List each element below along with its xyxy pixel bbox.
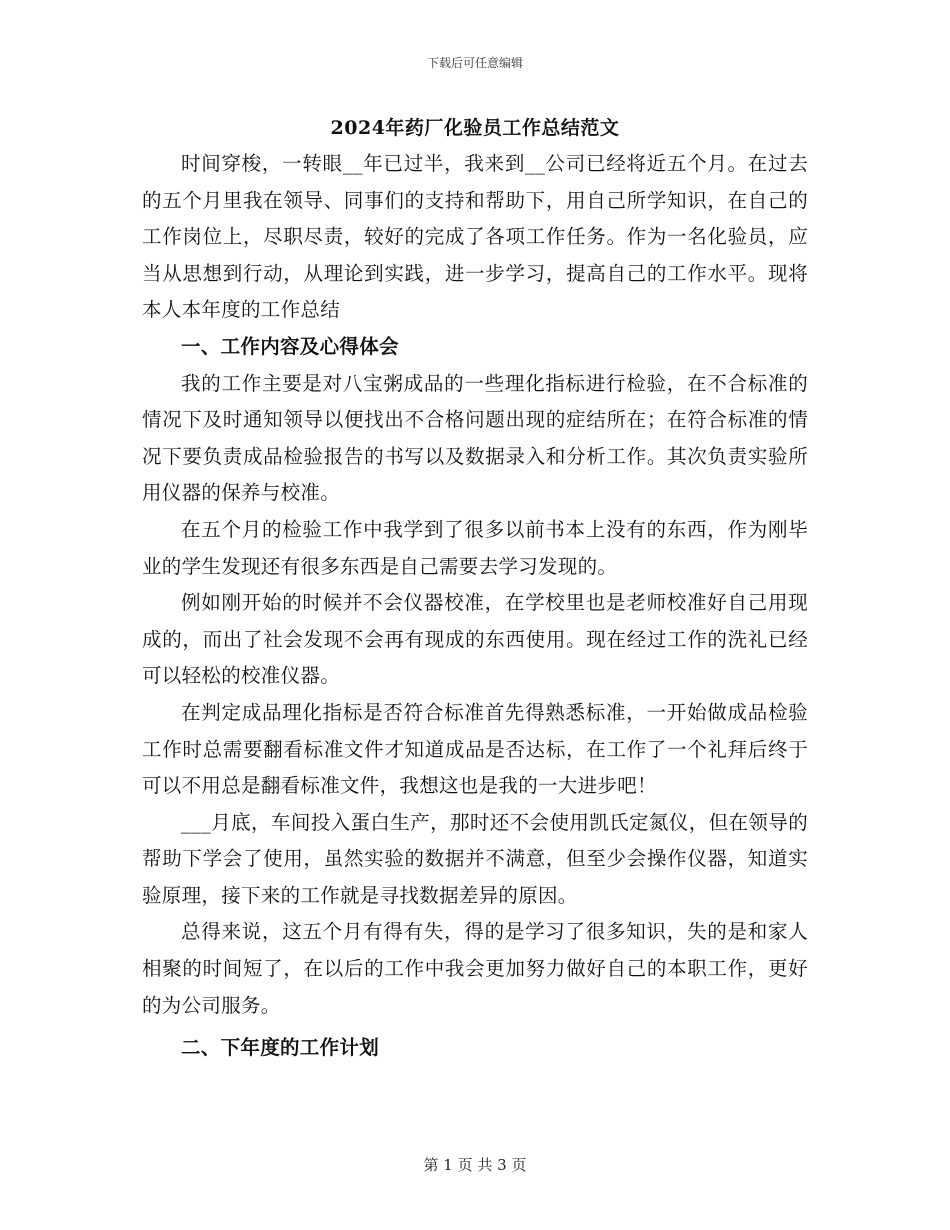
body-paragraph: 在判定成品理化指标是否符合标准首先得熟悉标准，一开始做成品检验工作时总需要翻看标准文件才知道成品是否达标，在工作了一个礼拜后终于可以不用总是翻看标准文件，我想这也是我的一大进步吧！ [142, 700, 808, 798]
section-heading-1: 一、工作内容及心得体会 [181, 334, 399, 358]
document-title: 2024年药厂化验员工作总结范文 [330, 117, 620, 139]
body-paragraph: 在五个月的检验工作中我学到了很多以前书本上没有的东西，作为刚毕业的学生发现还有很多东西是自己需要去学习发现的。 [142, 517, 808, 578]
header-note: 下载后可任意编辑 [426, 56, 523, 70]
body-paragraph: 我的工作主要是对八宝粥成品的一些理化指标进行检验，在不合标准的情况下及时通知领导以便找出不合格问题出现的症结所在；在符合标准的情况下要负责成品检验报告的书写以及数据录入和分析工作。其次负责实验所用仪器的保养与校准。 [142, 371, 808, 505]
body-paragraph: 例如刚开始的时候并不会仪器校准，在学校里也是老师校准好自己用现成的，而出了社会发现不会再有现成的东西使用。现在经过工作的洗礼已经可以轻松的校准仪器。 [142, 591, 808, 688]
intro-paragraph: 时间穿梭，一转眼__年已过半，我来到__公司已经将近五个月。在过去的五个月里我在领导、同事们的支持和帮助下，用自己所学知识，在自己的工作岗位上，尽职尽责，较好的完成了各项工作任务。作为一名化验员，应当从思想到行动，从理论到实践，进一步学习，提高自己的工作水平。现将本人本年度的工作总结 [142, 152, 808, 322]
body-paragraph: ___月底，车间投入蛋白生产，那时还不会使用凯氏定氮仪，但在领导的帮助下学会了使用，虽然实验的数据并不满意，但至少会操作仪器，知道实验原理，接下来的工作就是寻找数据差异的原因。 [142, 810, 808, 907]
page-number-footer: 第 1 页 共 3 页 [423, 1156, 527, 1174]
section-heading-2: 二、下年度的工作计划 [181, 1036, 380, 1060]
document-page [142, 112, 808, 1067]
body-paragraph: 总得来说，这五个月有得有失，得的是学习了很多知识，失的是和家人相聚的时间短了，在以后的工作中我会更加努力做好自己的本职工作，更好的为公司服务。 [142, 920, 808, 1017]
